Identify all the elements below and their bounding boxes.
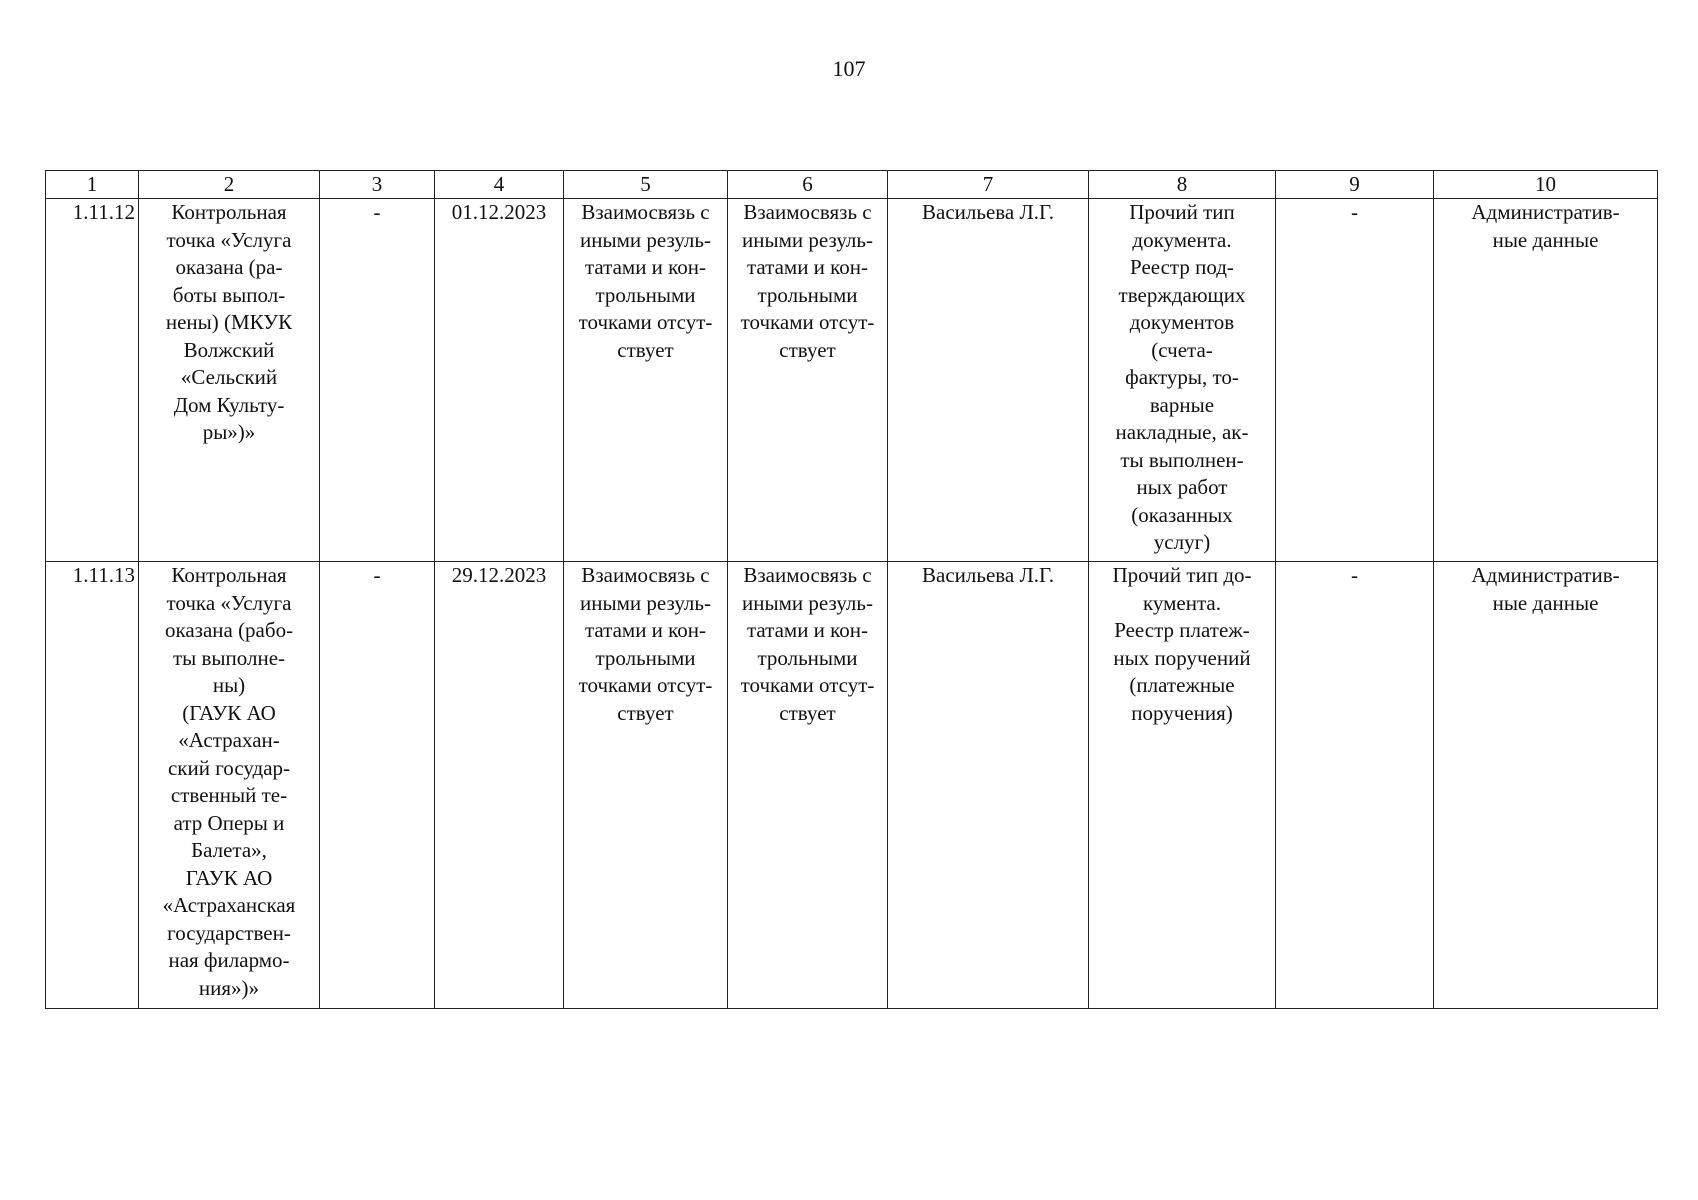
document-type-cell: Прочий тип до- кумента. Реестр платеж- ных поручений (платежные поручения) — [1089, 562, 1276, 1009]
column-3-cell: - — [320, 199, 435, 562]
column-header: 2 — [139, 171, 320, 199]
table-row — [46, 199, 1658, 562]
data-source-cell: Административ- ные данные — [1434, 199, 1658, 562]
column-header: 4 — [435, 171, 564, 199]
column-5-cell: Взаимосвязь с иными резуль- татами и кон- трольными точками отсут- ствует — [564, 562, 728, 1009]
column-5-cell: Взаимосвязь с иными резуль- татами и кон- трольными точками отсут- ствует — [564, 199, 728, 562]
column-header: 5 — [564, 171, 728, 199]
column-9-cell: - — [1276, 562, 1434, 1009]
column-header: 7 — [888, 171, 1089, 199]
control-point-name-cell: Контрольная точка «Услуга оказана (ра- боты выпол- нены) (МКУК Волжский «Сельский Дом Культу- ры»)» — [139, 199, 320, 562]
column-3-cell: - — [320, 562, 435, 1009]
date-cell: 29.12.2023 — [435, 562, 564, 1009]
column-header: 6 — [728, 171, 888, 199]
column-6-cell: Взаимосвязь с иными резуль- татами и кон- трольными точками отсут- ствует — [728, 562, 888, 1009]
document-type-cell: Прочий тип документа. Реестр под- тверждающих документов (счета- фактуры, то- варные накладные, ак- ты выполнен- ных работ (оказанных услуг) — [1089, 199, 1276, 562]
column-header: 9 — [1276, 171, 1434, 199]
column-header: 1 — [46, 171, 139, 199]
control-points-table — [45, 170, 1658, 1009]
column-header: 3 — [320, 171, 435, 199]
page-number: 107 — [832, 56, 866, 81]
column-header: 10 — [1434, 171, 1658, 199]
column-header: 8 — [1089, 171, 1276, 199]
row-number-cell: 1.11.12 — [46, 199, 139, 562]
data-source-cell: Административ- ные данные — [1434, 562, 1658, 1009]
column-9-cell: - — [1276, 199, 1434, 562]
date-cell: 01.12.2023 — [435, 199, 564, 562]
control-point-name-cell: Контрольная точка «Услуга оказана (рабо- ты выполне- ны) (ГАУК АО «Астрахан- ский государ- ственный те- атр Оперы и Балета», ГАУК АО «Астраханская государствен- ная филармо- ния»)» — [139, 562, 320, 1009]
table-header-row — [46, 171, 1658, 199]
responsible-person-cell: Васильева Л.Г. — [888, 199, 1089, 562]
table-row — [46, 562, 1658, 1009]
responsible-person-cell: Васильева Л.Г. — [888, 562, 1089, 1009]
column-6-cell: Взаимосвязь с иными резуль- татами и кон- трольными точками отсут- ствует — [728, 199, 888, 562]
row-number-cell: 1.11.13 — [46, 562, 139, 1009]
